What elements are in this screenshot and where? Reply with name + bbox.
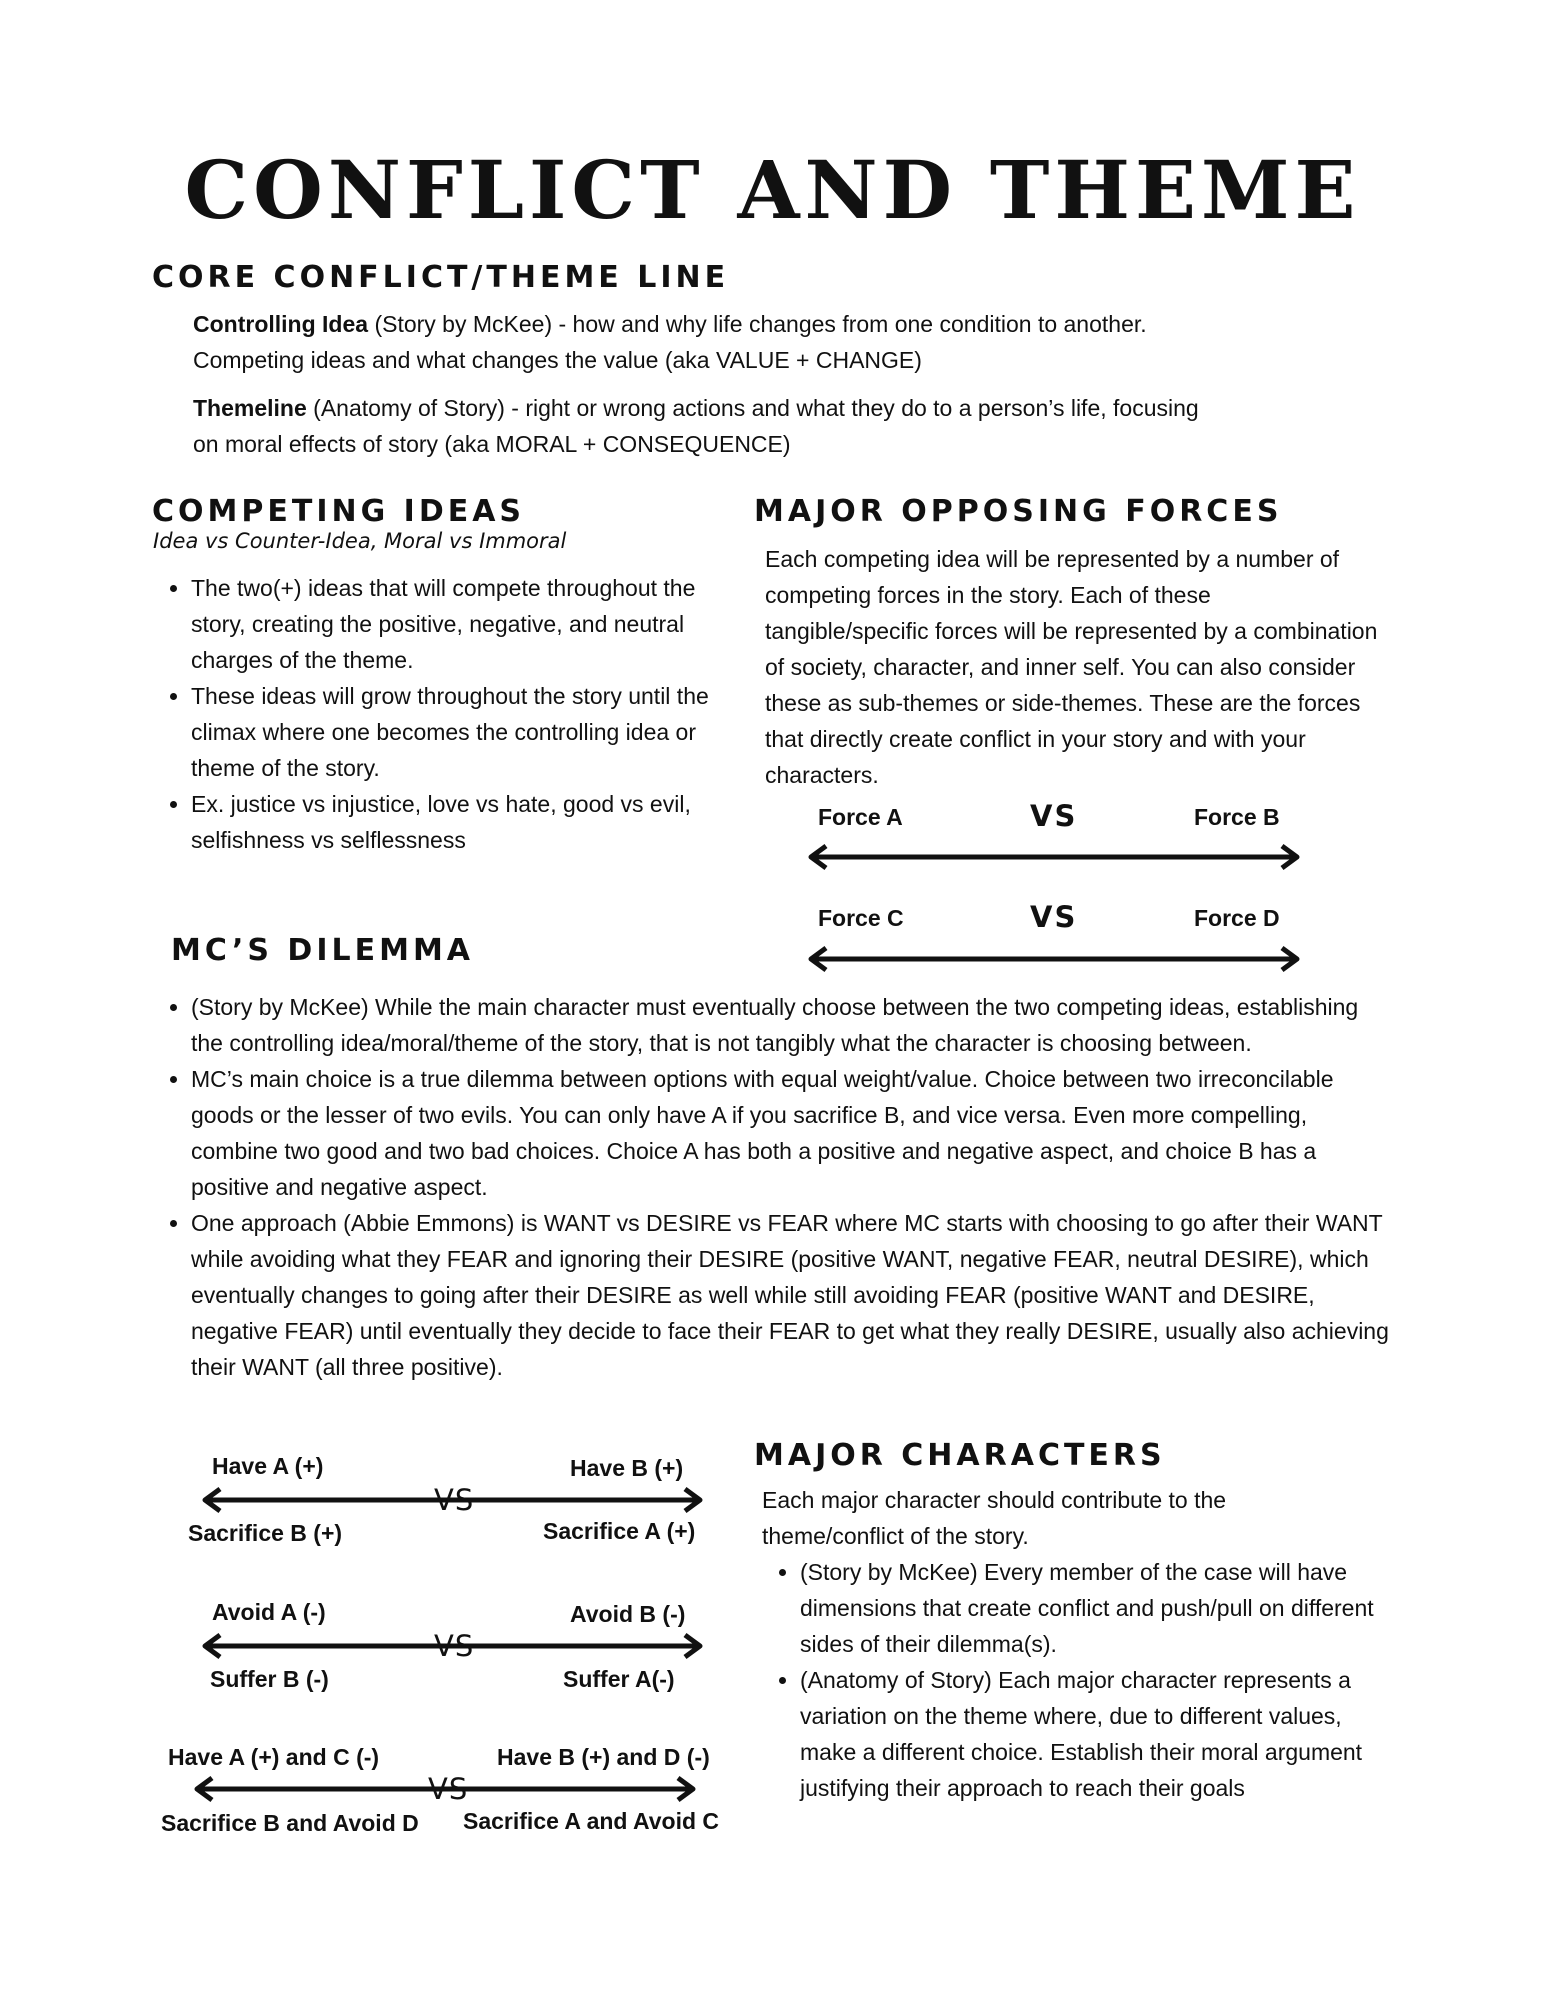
- choice-bottom-right: Sacrifice A (+): [543, 1518, 696, 1544]
- force-right-label: Force D: [1194, 905, 1280, 931]
- characters-intro: Each major character should contribute to the theme/conflict of the story.: [762, 1487, 1227, 1549]
- choice-top-left: Have A (+) and C (-): [168, 1744, 380, 1770]
- choice-bottom-left: Sacrifice B (+): [188, 1520, 343, 1546]
- controlling-idea-line2: Competing ideas and what changes the value (aka VALUE + CHANGE): [193, 347, 922, 373]
- choice-bottom-left: Suffer B (-): [210, 1666, 329, 1692]
- choice-bottom-right: Suffer A(-): [563, 1666, 675, 1692]
- force-left-label: Force C: [818, 905, 904, 931]
- list-item: • (Story by McKee) While the main character must eventually choose between the two competing ideas, establishing the controlling idea/moral/theme of the story, that is not tangibly what the character is choosing between.: [191, 989, 1394, 1061]
- list-item: • MC’s main choice is a true dilemma between options with equal weight/value. Choice between two irreconcilable goods or the lesser of two evils. You can only have A if you sacrifice B, and vice versa. Even more compelling, combine two good and two bad choices. Choice A has both a positive and negative aspect, and choice B has a positive and negative aspect.: [191, 1061, 1394, 1205]
- forces-body: Each competing idea will be represented by a number of competing forces in the story. Each of these tangible/specific forces will be represented by a combination of society, character, and inner self. You can also consider these as sub-themes or side-themes. These are the forces that directly create conflict in your story and with your characters.: [765, 546, 1378, 788]
- list-item: • (Anatomy of Story) Each major character represents a variation on the theme where, due to different values, make a different choice. Establish their moral argument justifying their approach to reach their goals: [800, 1662, 1393, 1806]
- themeline-paragraph: [193, 390, 1393, 462]
- forces-heading: MAJOR OPPOSING FORCES: [754, 494, 1283, 529]
- choice-top-right: Avoid B (-): [570, 1601, 686, 1627]
- choice-top-left: Avoid A (-): [212, 1599, 326, 1625]
- competing-subheading: Idea vs Counter-Idea, Moral vs Immoral: [153, 529, 567, 553]
- list-item: • Ex. justice vs injustice, love vs hate, good vs evil, selfishness vs selflessness: [191, 786, 714, 858]
- force-right-label: Force B: [1194, 804, 1280, 830]
- double-arrow: [806, 946, 1302, 972]
- vs-label: VS: [1030, 900, 1078, 934]
- double-arrow: [806, 844, 1302, 870]
- competing-list: [154, 570, 714, 858]
- page-title: CONFLICT AND THEME: [184, 143, 1361, 237]
- dilemma-heading: MC’S DILEMMA: [171, 933, 475, 968]
- force-left-label: Force A: [818, 804, 903, 830]
- controlling-idea-line1: (Story by McKee) - how and why life changes from one condition to another.: [368, 311, 1147, 337]
- vs-label: VS: [428, 1772, 469, 1806]
- vs-label: VS: [434, 1483, 475, 1517]
- themeline-term: Themeline: [193, 395, 307, 421]
- core-heading: CORE CONFLICT/THEME LINE: [152, 260, 730, 295]
- controlling-idea-paragraph: [193, 306, 1393, 378]
- characters-heading: MAJOR CHARACTERS: [754, 1438, 1166, 1473]
- vs-label: VS: [434, 1629, 475, 1663]
- themeline-line2: on moral effects of story (aka MORAL + CONSEQUENCE): [193, 431, 791, 457]
- list-item: • One approach (Abbie Emmons) is WANT vs DESIRE vs FEAR where MC starts with choosing to go after their WANT while avoiding what they FEAR and ignoring their DESIRE (positive WANT, negative FEAR, neutral DESIRE), which eventually changes to going after their DESIRE as well while still avoiding FEAR (positive WANT and DESIRE, negative FEAR) until eventually they decide to face their FEAR to get what they really DESIRE, usually also achieving their WANT (all three positive).: [191, 1205, 1394, 1385]
- list-item: • (Story by McKee) Every member of the case will have dimensions that create conflict and push/pull on different sides of their dilemma(s).: [800, 1554, 1393, 1662]
- controlling-idea-term: Controlling Idea: [193, 311, 369, 337]
- choice-top-left: Have A (+): [212, 1453, 324, 1479]
- choice-bottom-right: Sacrifice A and Avoid C: [463, 1808, 720, 1834]
- themeline-line1: (Anatomy of Story) - right or wrong actions and what they do to a person’s life, focusing: [306, 395, 1199, 421]
- competing-heading: COMPETING IDEAS: [152, 494, 526, 529]
- list-item: • These ideas will grow throughout the story until the climax where one becomes the controlling idea or theme of the story.: [191, 678, 714, 786]
- vs-label: VS: [1030, 799, 1078, 833]
- characters-list: [763, 1554, 1393, 1806]
- choice-top-right: Have B (+) and D (-): [497, 1744, 710, 1770]
- dilemma-list: [154, 989, 1394, 1385]
- list-item: • The two(+) ideas that will compete throughout the story, creating the positive, negative, and neutral charges of the theme.: [191, 570, 714, 678]
- choice-top-right: Have B (+): [570, 1455, 684, 1481]
- choice-bottom-left: Sacrifice B and Avoid D: [161, 1810, 419, 1836]
